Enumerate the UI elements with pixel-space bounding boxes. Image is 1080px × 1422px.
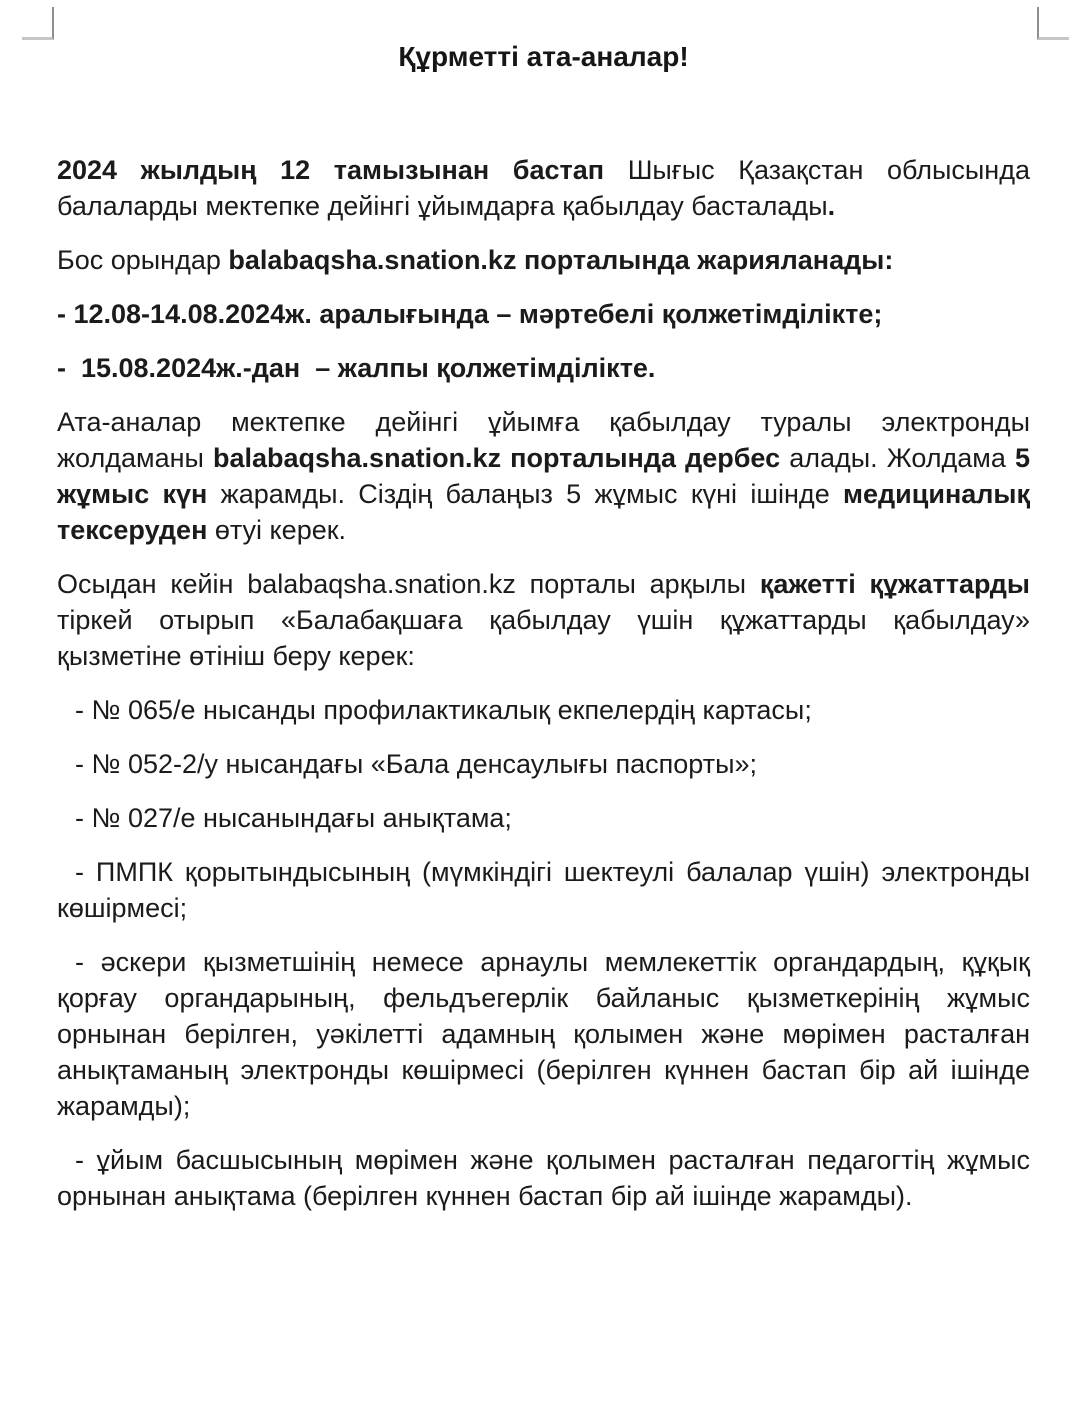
bold-text-segment: 2024 жылдың 12 тамызынан бастап [57,155,628,185]
bold-text-segment: . [827,191,836,221]
text-segment: тіркей отырып «Балабақшаға қабылдау үшін құжаттарды қабылдау» қызметіне өтініш беру керек: [57,605,1030,671]
paragraph-general-access [57,350,1030,386]
text-segment: Ата-аналар мектепке дейінгі ұйымға қабылдау туралы электронды жолдаманы [57,407,1030,473]
page-corner-mark-top-right-icon [1037,7,1069,40]
list-item-military-certificate [57,944,1030,1124]
document-body [57,152,1030,1214]
paragraph-priority-access [57,296,1030,332]
text-segment: - әскери қызметшінің немесе арнаулы мемлекеттік органдардың, құқық қорғау органдарының, фельдъегерлік байланыс қызметкерінің жұмыс орнынан берілген, уәкілетті адамның қолымен және мөрімен расталған анықтаманың электронды көшірмесі (берілген күннен бастап бір ай ішінде жарамды); [57,947,1030,1121]
bold-text-segment: 5 жұмыс күн [57,443,1030,509]
text-segment: алады. Жолдама [789,443,1015,473]
text-segment: - № 027/е нысанындағы анықтама; [75,803,512,833]
text-segment: Шығыс Қазақстан облысында балаларды мектепке дейінгі ұйымдарға қабылдау басталады [57,155,1030,221]
bold-text-segment: balabaqsha.snation.kz порталында жарияланады: [228,245,894,275]
text-segment: Осыдан кейін balabaqsha.snation.kz порталы арқылы [57,569,760,599]
paragraph-application [57,566,1030,674]
page-title: Құрметті ата-аналар! [398,41,689,72]
text-segment: - № 052-2/у нысандағы «Бала денсаулығы паспорты»; [75,749,758,779]
bold-text-segment: қажетті құжаттарды [759,569,1030,599]
text-segment: - ұйым басшысының мөрімен және қолымен расталған педагогтің жұмыс орнынан анықтама (берілген күннен бастап бір ай ішінде жарамды). [57,1145,1030,1211]
text-segment: өтуі керек. [214,515,347,545]
bold-text-segment: balabaqsha.snation.kz порталында дербес [213,443,790,473]
paragraph-voucher [57,404,1030,548]
list-item-form-027 [57,800,1030,836]
text-segment: жарамды. Сіздің балаңыз 5 жұмыс күні ішінде [220,479,844,509]
list-item-form-065 [57,692,1030,728]
paragraph-portal-announce [57,242,1030,278]
list-item-pedagogue-certificate [57,1142,1030,1214]
paragraph-opening [57,152,1030,224]
bold-text-segment: - 15.08.2024ж.-дан – жалпы қолжетімділікте. [57,353,656,383]
list-item-form-052 [57,746,1030,782]
text-segment: - ПМПК қорытындысының (мүмкіндігі шектеулі балалар үшін) электронды көшірмесі; [57,857,1030,923]
list-item-pmpk [57,854,1030,926]
bold-text-segment: - 12.08-14.08.2024ж. аралығында – мәртебелі қолжетімділікте; [57,299,883,329]
document-content [57,40,1030,1232]
text-segment: - № 065/е нысанды профилактикалық екпелердің картасы; [75,695,812,725]
text-segment: Бос орындар [57,245,229,275]
page-corner-mark-top-left-icon [22,7,54,40]
bold-text-segment: медициналық тексеруден [57,479,1030,545]
